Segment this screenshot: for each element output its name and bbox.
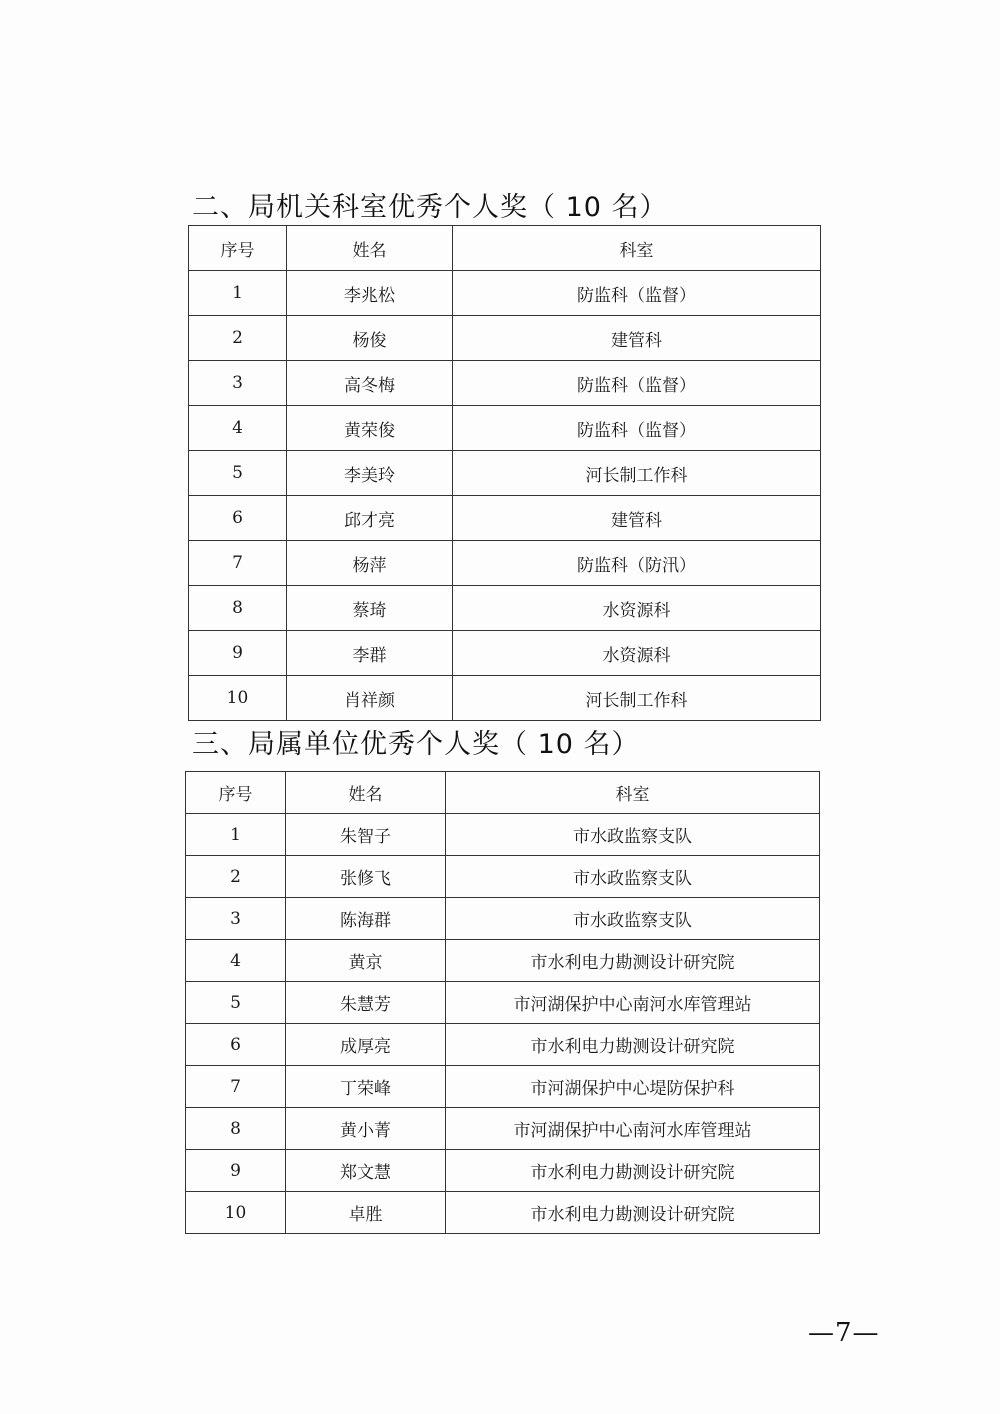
row-department: 防监科（监督） (453, 361, 821, 406)
row-number: 6 (189, 496, 287, 541)
table-row (186, 1108, 820, 1150)
table-row (186, 982, 820, 1024)
row-number: 2 (186, 856, 286, 898)
row-name: 杨俊 (287, 316, 453, 361)
row-name: 丁荣峰 (286, 1066, 446, 1108)
row-name: 杨萍 (287, 541, 453, 586)
row-department: 市河湖保护中心南河水库管理站 (446, 982, 820, 1024)
table-row (189, 406, 821, 451)
table-row (186, 1150, 820, 1192)
row-department: 市河湖保护中心南河水库管理站 (446, 1108, 820, 1150)
table-row (189, 361, 821, 406)
row-department: 市河湖保护中心堤防保护科 (446, 1066, 820, 1108)
page-number: —7— (808, 1318, 880, 1348)
row-department: 市水利电力勘测设计研究院 (446, 940, 820, 982)
row-number: 8 (189, 586, 287, 631)
row-department: 建管科 (453, 496, 821, 541)
row-department: 市水政监察支队 (446, 814, 820, 856)
table-row (186, 856, 820, 898)
table-row (186, 1192, 820, 1234)
table-row (189, 631, 821, 676)
row-department: 防监科（防汛） (453, 541, 821, 586)
header-name: 姓名 (287, 226, 453, 271)
row-number: 4 (186, 940, 286, 982)
row-number: 9 (189, 631, 287, 676)
table-row (186, 898, 820, 940)
row-name: 黄荣俊 (287, 406, 453, 451)
header-department: 科室 (453, 226, 821, 271)
header-department: 科室 (446, 772, 820, 814)
table-row (189, 271, 821, 316)
row-department: 市水政监察支队 (446, 856, 820, 898)
table-row (186, 1066, 820, 1108)
row-department: 河长制工作科 (453, 451, 821, 496)
table-header-row (186, 772, 820, 814)
row-name: 朱慧芳 (286, 982, 446, 1024)
row-number: 3 (186, 898, 286, 940)
section-title-office-awards: 二、局机关科室优秀个人奖（ 10 名） (192, 192, 668, 223)
row-number: 7 (186, 1066, 286, 1108)
table-row (189, 496, 821, 541)
row-number: 8 (186, 1108, 286, 1150)
table-row (189, 451, 821, 496)
header-number: 序号 (189, 226, 287, 271)
header-name: 姓名 (286, 772, 446, 814)
row-name: 邱才亮 (287, 496, 453, 541)
row-name: 黄京 (286, 940, 446, 982)
table-row (186, 814, 820, 856)
row-name: 陈海群 (286, 898, 446, 940)
row-number: 1 (186, 814, 286, 856)
row-department: 水资源科 (453, 586, 821, 631)
table-row (189, 541, 821, 586)
row-department: 河长制工作科 (453, 676, 821, 721)
table-row (189, 676, 821, 721)
row-name: 高冬梅 (287, 361, 453, 406)
header-number: 序号 (186, 772, 286, 814)
row-number: 7 (189, 541, 287, 586)
row-number: 6 (186, 1024, 286, 1066)
row-department: 水资源科 (453, 631, 821, 676)
row-name: 卓胜 (286, 1192, 446, 1234)
row-department: 防监科（监督） (453, 271, 821, 316)
unit-awards-table (185, 771, 820, 1234)
row-name: 蔡琦 (287, 586, 453, 631)
row-number: 5 (186, 982, 286, 1024)
row-department: 建管科 (453, 316, 821, 361)
section-title-unit-awards: 三、局属单位优秀个人奖（ 10 名） (192, 729, 640, 760)
row-number: 10 (189, 676, 287, 721)
row-department: 市水政监察支队 (446, 898, 820, 940)
row-number: 10 (186, 1192, 286, 1234)
row-name: 郑文慧 (286, 1150, 446, 1192)
row-department: 防监科（监督） (453, 406, 821, 451)
table-row (186, 1024, 820, 1066)
row-name: 朱智子 (286, 814, 446, 856)
row-department: 市水利电力勘测设计研究院 (446, 1150, 820, 1192)
row-name: 黄小菁 (286, 1108, 446, 1150)
row-name: 肖祥颜 (287, 676, 453, 721)
row-number: 1 (189, 271, 287, 316)
row-number: 4 (189, 406, 287, 451)
row-name: 李美玲 (287, 451, 453, 496)
table-row (189, 586, 821, 631)
row-department: 市水利电力勘测设计研究院 (446, 1192, 820, 1234)
table-header-row (189, 226, 821, 271)
row-number: 5 (189, 451, 287, 496)
row-name: 李群 (287, 631, 453, 676)
row-number: 2 (189, 316, 287, 361)
row-name: 成厚亮 (286, 1024, 446, 1066)
row-name: 李兆松 (287, 271, 453, 316)
row-department: 市水利电力勘测设计研究院 (446, 1024, 820, 1066)
table-row (189, 316, 821, 361)
office-awards-table (188, 225, 821, 721)
row-number: 3 (189, 361, 287, 406)
row-name: 张修飞 (286, 856, 446, 898)
row-number: 9 (186, 1150, 286, 1192)
table-row (186, 940, 820, 982)
